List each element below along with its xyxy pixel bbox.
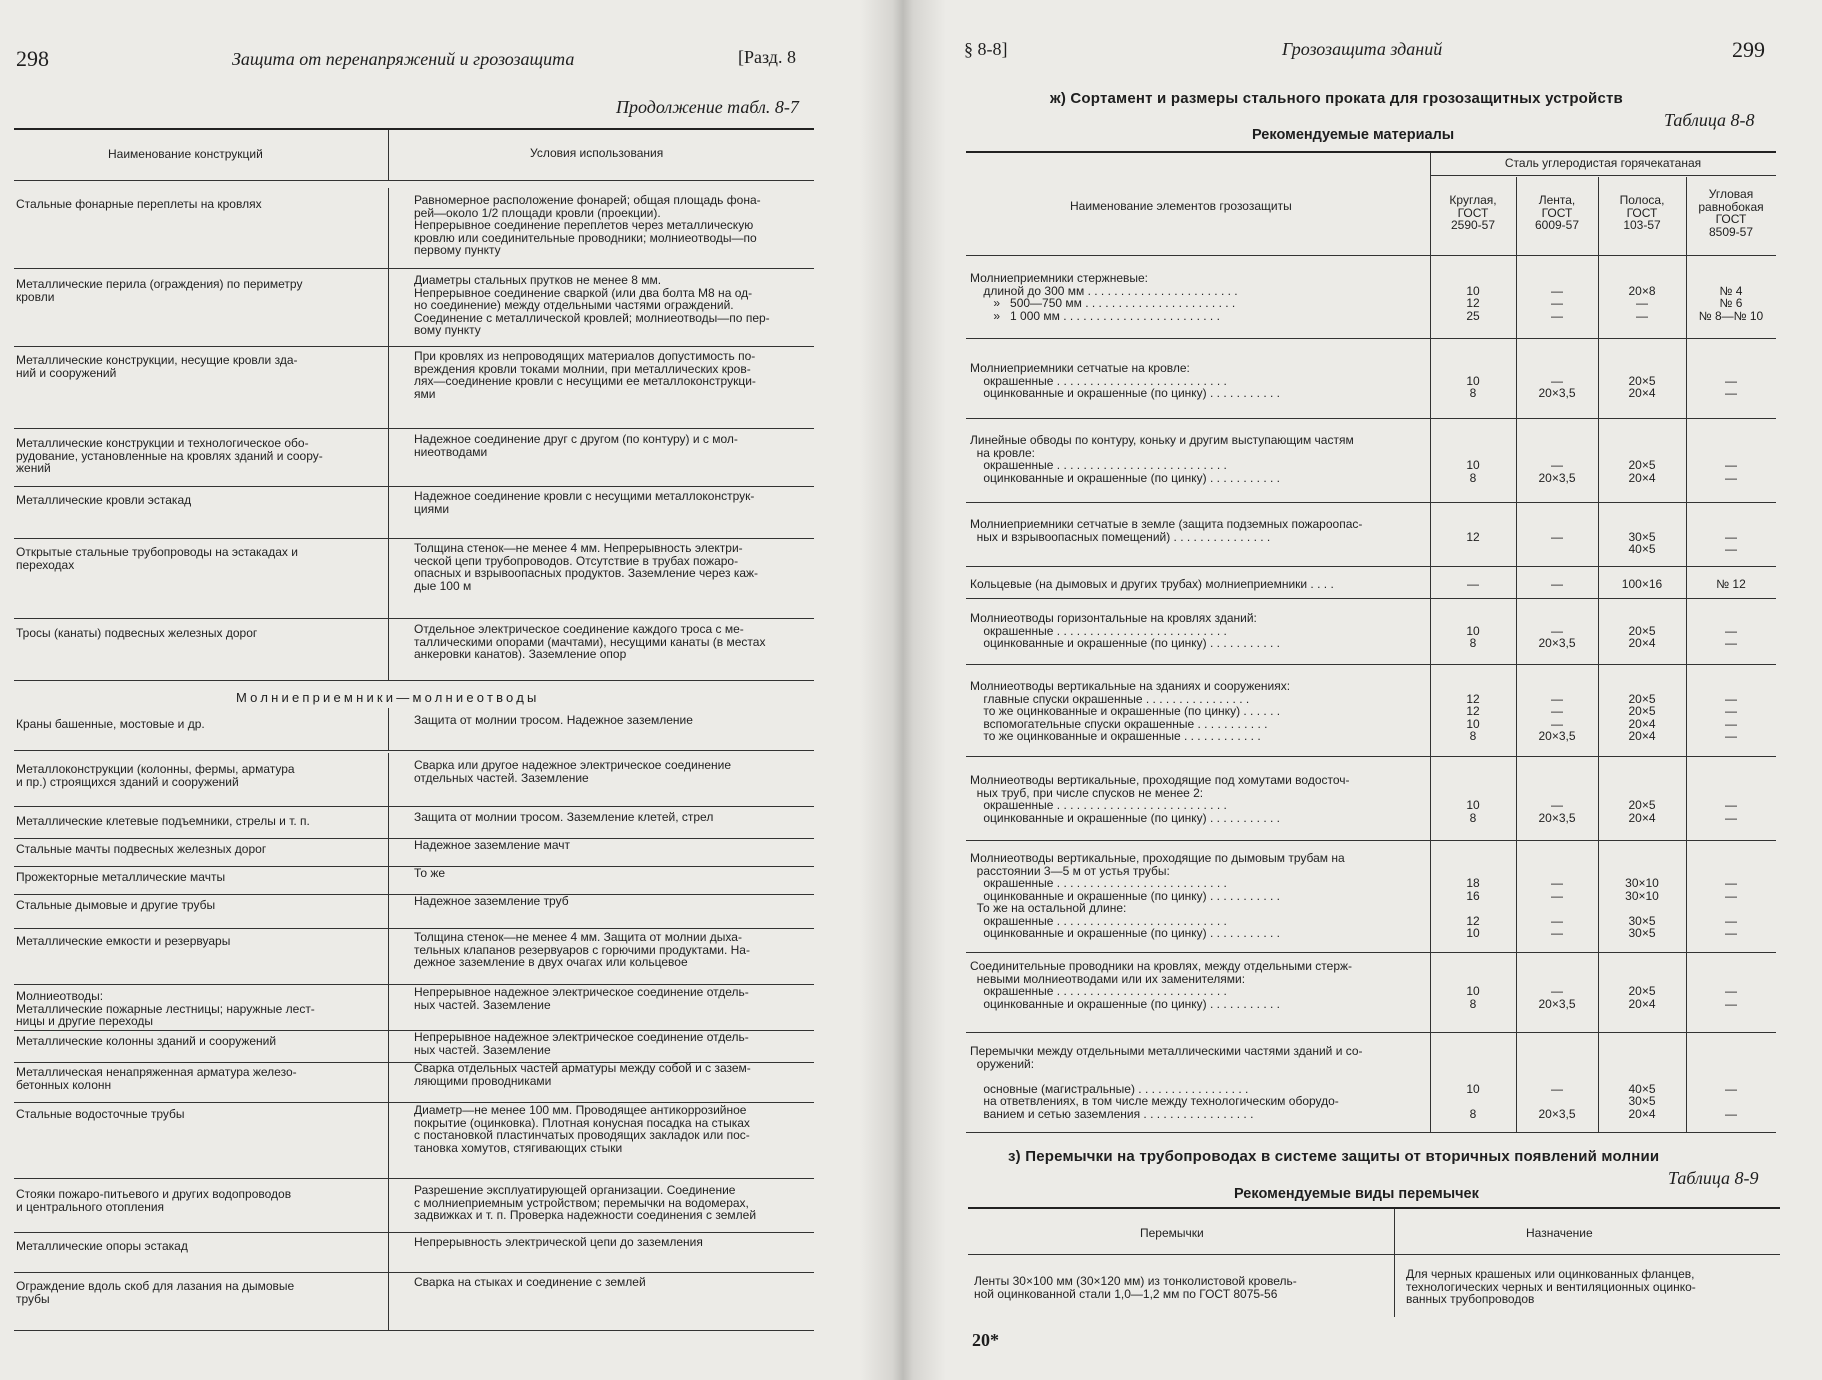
row-rule [14, 750, 814, 751]
row-element-name: Молниеотводы вертикальные на зданиях и сооружениях: главные спуски окрашенные . . . . . . . . . . . . . . . . то же оцинкованные и окрашенные (по цинку) . . . . . . вспомогательные спуски окрашенные . . . . . . . . . . . то же оцинкованные и окрашенные . . . . . . . . . . . . [970, 679, 1291, 743]
column-divider [388, 925, 389, 984]
column-divider [388, 1056, 389, 1102]
column-divider [388, 1098, 389, 1178]
row-element-name: Молниеотводы вертикальные, проходящие под хомутами водосточ- ных труб, при числе спусков не менее 2: окрашенные . . . . . . . . . . . . . . . . . . . . . . . . . . оцинкованные и окрашенные (по цинку) . . . . . . . . . . . [970, 773, 1350, 825]
row-rule [14, 1232, 814, 1233]
row-usage-conditions: Сварка отдельных частей арматуры между собой и с зазем- ляющими проводниками [414, 1061, 751, 1088]
table-number-8-8: Таблица 8-8 [1664, 110, 1755, 130]
row-rule [14, 268, 814, 269]
column-divider [388, 1230, 389, 1272]
column-header-round: Круглая, ГОСТ 2590-57 [1449, 193, 1497, 232]
round-value: 10 8 [1466, 798, 1480, 825]
row-element-name: Кольцевые (на дымовых и других трубах) молниеприемники . . . . [970, 577, 1334, 591]
strip-value: 20×5 20×4 [1628, 798, 1656, 825]
row-rule [14, 1178, 814, 1179]
row-rule [966, 756, 1776, 757]
row-rule [14, 928, 814, 929]
section-mark: [Разд. 8 [738, 47, 796, 67]
row-usage-conditions: Толщина стенок—не менее 4 мм. Непрерывность электри- ческой цепи трубопроводов. Отсутствие в трубах пожаро- опасных и взрывоопасных продуктов. Заземление через каж- дые 100 м [414, 541, 759, 593]
row-construction-name: Металлические емкости и резервуары [16, 934, 231, 948]
tape-value: — 20×3,5 [1538, 373, 1576, 400]
header-rule [966, 255, 1776, 256]
row-rule [14, 346, 814, 347]
row-construction-name: Металлические перила (ограждения) по периметру кровли [16, 277, 303, 304]
row-element-name: Перемычки между отдельными металлическими частями зданий и со- оружений: основные (магистральные) . . . . . . . . . . . . . . . . . на ответвлениях, в том числе между технологическим оборудо- ванием и сетью заземления . . . . . . . . . . . . . . . . . [970, 1044, 1363, 1121]
row-rule [966, 840, 1776, 841]
row-rule [14, 1272, 814, 1273]
tape-value: — 20×3,5 [1538, 1081, 1576, 1121]
strip-value: 100×16 [1621, 577, 1663, 591]
group-heading: Молниеприемники—молниеотводы [236, 690, 540, 705]
row-construction-name: Металлические колонны зданий и сооружений [16, 1034, 277, 1048]
row-rule [966, 338, 1776, 339]
round-value: 10 8 [1466, 623, 1480, 650]
row-usage-conditions: Надежное соединение кровли с несущими металлоконструк- циями [414, 489, 755, 516]
column-divider [1516, 177, 1517, 1132]
row-rule [966, 664, 1776, 665]
column-header-tape: Лента, ГОСТ 6009-57 [1534, 193, 1580, 232]
round-value: 10 8 [1466, 984, 1480, 1011]
row-construction-name: Тросы (канаты) подвесных железных дорог [16, 626, 258, 640]
angle-value: — — [1725, 798, 1737, 825]
row-usage-conditions: То же [414, 866, 446, 880]
row-construction-name: Стальные мачты подвесных железных дорог [16, 842, 267, 856]
round-value: 10 8 [1466, 373, 1480, 400]
column-header-purpose: Назначение [1526, 1226, 1593, 1240]
jumper-type: Ленты 30×100 мм (30×120 мм) из тонколистовой кровель- ной оцинкованной стали 1,0—1,2 мм по ГОСТ 8075-56 [974, 1274, 1297, 1301]
column-divider [388, 427, 389, 486]
tape-value: — 20×3,5 [1538, 458, 1576, 485]
table-top-rule [968, 1207, 1780, 1209]
angle-value: № 12 [1716, 577, 1746, 591]
row-usage-conditions: Толщина стенок—не менее 4 мм. Защита от молнии дыха- тельных клапанов резервуаров с горючими продуктами. На- дежное заземление в двух очагах или кольцевое [414, 930, 750, 969]
tape-value: — [1551, 577, 1563, 591]
row-usage-conditions: Непрерывное надежное электрическое соединение отдель- ных частей. Заземление [414, 985, 749, 1012]
row-usage-conditions: При кровлях из непроводящих материалов допустимость по- вреждения кровли токами молнии, при металлических кров- лях—соединение кровли с несущими ее металлоконструкци- ями [414, 349, 756, 401]
row-construction-name: Металлические кровли эстакад [16, 493, 192, 507]
angle-value: № 4 № 6 № 8—№ 10 [1698, 283, 1764, 323]
table-top-rule [966, 151, 1776, 153]
row-construction-name: Краны башенные, мостовые и др. [16, 717, 205, 731]
row-rule [14, 1330, 814, 1331]
column-divider [388, 1178, 389, 1232]
row-usage-conditions: Защита от молнии тросом. Надежное заземление [414, 713, 693, 727]
row-element-name: Линейные обводы по контуру, коньку и другим выступающим частям на кровле: окрашенные . . . . . . . . . . . . . . . . . . . . . . . . . . оцинкованные и окрашенные (по цинку) . . . . . . . . . . . [970, 433, 1354, 485]
row-rule [14, 428, 814, 429]
row-usage-conditions: Сварка или другое надежное электрическое соединение отдельных частей. Заземление [414, 758, 732, 785]
row-rule [14, 680, 814, 681]
angle-value: — — [1725, 529, 1737, 556]
tape-value: — 20×3,5 [1538, 984, 1576, 1011]
header-rule [14, 180, 814, 181]
row-usage-conditions: Диаметры стальных прутков не менее 8 мм. Непрерывное соединение сваркой (или два болта М8 на од- но соединение) между отдельными частями ограждений. Соединение с металлической кровлей; молниеотводы—по пер- вому пункту [414, 273, 770, 337]
row-rule [966, 598, 1776, 599]
column-divider [388, 617, 389, 680]
row-usage-conditions: Надежное заземление мачт [414, 838, 570, 852]
section-mark: § 8-8] [964, 39, 1008, 59]
column-divider [1430, 153, 1431, 1132]
page-number: 299 [1732, 37, 1765, 62]
row-element-name: Молниеприемники сетчатые в земле (защита подземных пожароопас- ных и взрывоопасных помещений) . . . . . . . . . . . . . . . [970, 517, 1363, 544]
tape-value: — 20×3,5 [1538, 798, 1576, 825]
tape-value: — [1551, 529, 1563, 544]
strip-value: 30×5 40×5 [1628, 529, 1656, 556]
angle-value: — — — — [1725, 876, 1737, 940]
row-construction-name: Стальные водосточные трубы [16, 1107, 185, 1121]
angle-value: — — — — [1725, 691, 1737, 743]
column-header-name: Наименование элементов грозозащиты [1070, 199, 1292, 213]
column-divider [1598, 177, 1599, 1132]
row-construction-name: Металлическая ненапряженная арматура железо- бетонных колонн [16, 1065, 297, 1092]
row-construction-name: Металлические опоры эстакад [16, 1239, 188, 1253]
row-usage-conditions: Непрерывность электрической цепи до заземления [414, 1235, 703, 1249]
round-value: 12 12 10 8 [1466, 691, 1480, 743]
column-divider [1394, 1209, 1395, 1317]
column-divider [388, 708, 389, 750]
table-subtitle-1: Рекомендуемые материалы [1252, 127, 1455, 143]
column-divider [388, 1270, 389, 1330]
row-element-name: Молниеотводы вертикальные, проходящие по дымовым трубам на расстоянии 3—5 м от устья трубы: окрашенные . . . . . . . . . . . . . . . . . . . . . . . . . . оцинкованные и окрашенные (по цинку) . . . . . . . . . . . То же на остальной длине: окрашенные . . . . . . . . . . . . . . . . . . . . . . . . . . оцинкованные и окрашенные (по цинку) . . . . . . . . . . . [970, 851, 1345, 940]
running-head: Грозозащита зданий [1282, 39, 1443, 59]
round-value: 12 [1466, 529, 1480, 544]
row-construction-name: Прожекторные металлические мачты [16, 870, 226, 884]
angle-value: — — [1725, 1081, 1737, 1121]
round-value: 10 8 [1466, 458, 1480, 485]
column-divider [388, 980, 389, 1030]
column-header-jumpers: Перемычки [1140, 1226, 1204, 1240]
tape-value: — 20×3,5 [1538, 623, 1576, 650]
tape-value: — — — [1551, 283, 1563, 323]
row-rule [966, 1132, 1776, 1133]
table-top-rule [14, 128, 814, 130]
strip-value: 20×5 20×4 [1628, 623, 1656, 650]
row-usage-conditions: Разрешение эксплуатирующей организации. Соединение с молниеприемным устройством; перемычки на водомерах, задвижках и т. п. Проверка надежности соединения с землей [414, 1183, 757, 1222]
row-element-name: Молниеприемники сетчатые на кровле: окрашенные . . . . . . . . . . . . . . . . . . . . . . . . . . оцинкованные и окрашенные (по цинку) . . . . . . . . . . . [970, 361, 1281, 400]
page-299 [946, 0, 1822, 1380]
row-construction-name: Стояки пожаро-питьевого и других водопроводов и центрального отопления [16, 1187, 292, 1214]
strip-value: 20×5 20×4 [1628, 984, 1656, 1011]
column-divider [388, 344, 389, 428]
row-rule [966, 566, 1776, 567]
row-rule [14, 806, 814, 807]
round-value: 18 16 12 10 [1466, 876, 1480, 940]
page-number: 298 [16, 46, 49, 71]
row-usage-conditions: Надежное соединение друг с другом (по контуру) и с мол- ниеотводами [414, 432, 738, 459]
round-value: 10 12 25 [1466, 283, 1480, 323]
tape-value: — — — — [1551, 876, 1563, 940]
header-rule [968, 1254, 1780, 1255]
row-rule [14, 486, 814, 487]
section-title-z: з) Перемычки на трубопроводах в системе защиты от вторичных появлений молнии [1008, 1148, 1660, 1165]
strip-value: 20×5 20×5 20×4 20×4 [1628, 691, 1656, 743]
round-value: — [1467, 577, 1479, 591]
book-gutter [860, 0, 946, 1380]
row-usage-conditions: Надежное заземление труб [414, 894, 569, 908]
column-divider [1686, 177, 1687, 1132]
angle-value: — — [1725, 623, 1737, 650]
row-element-name: Молниеприемники стержневые: длиной до 300 мм . . . . . . . . . . . . . . . . . . . . . . . » 500—750 мм . . . . . . . . . . . . . . . . . . . . . . . » 1 000 мм . . . . . . . . . . . . . . . . . . . . . . . . [970, 271, 1238, 323]
strip-value: 20×5 20×4 [1628, 458, 1656, 485]
strip-value: 30×10 30×10 30×5 30×5 [1625, 876, 1659, 940]
angle-value: — — [1725, 458, 1737, 485]
row-usage-conditions: Диаметр—не менее 100 мм. Проводящее антикоррозийное покрытие (оцинковка). Плотная конусная посадка на стыках с постановкой пластинчатых проводящих закладок или пос- тановка хомутов, стягивающих стыки [414, 1103, 750, 1155]
page-298 [0, 0, 860, 1380]
column-divider [388, 130, 389, 180]
row-construction-name: Металлические клетевые подъемники, стрелы и т. п. [16, 814, 310, 828]
tape-value: — — — 20×3,5 [1538, 691, 1576, 743]
row-usage-conditions: Равномерное расположение фонарей; общая площадь фона- рей—около 1/2 площади кровли (проекции). Непрерывное соединение переплетов через металлическую кровлю или соединительные проводники; молниеотводы—по первому пункту [414, 193, 761, 257]
column-header-name: Наименование конструкций [108, 147, 263, 161]
column-header-angle: Угловая равнобокая ГОСТ 8509-57 [1698, 187, 1764, 239]
row-rule [14, 538, 814, 539]
table-subtitle-2: Рекомендуемые виды перемычек [1234, 1186, 1479, 1202]
strip-value: 20×5 20×4 [1628, 373, 1656, 400]
row-rule [966, 418, 1776, 419]
running-head: Защита от перенапряжений и грозозащита [232, 49, 575, 69]
column-divider [388, 268, 389, 346]
row-rule [966, 952, 1776, 953]
row-construction-name: Молниеотводы: Металлические пожарные лестницы; наружные лест- ницы и другие переходы [16, 989, 315, 1028]
angle-value: — — [1725, 373, 1737, 400]
angle-value: — — [1725, 984, 1737, 1011]
column-header-strip: Полоса, ГОСТ 103-57 [1619, 193, 1665, 232]
column-divider [388, 188, 389, 268]
signature-mark: 20* [972, 1330, 999, 1350]
column-divider [388, 889, 389, 928]
table-continuation-caption: Продолжение табл. 8-7 [616, 97, 799, 117]
row-construction-name: Металлоконструкции (колонны, фермы, арматура и пр.) строящихся зданий и сооружений [16, 762, 295, 789]
row-usage-conditions: Отдельное электрическое соединение каждого троса с ме- таллическими опорами (мачтами), несущими канаты (в местах анкеровки канатов). Заземление опор [414, 622, 766, 661]
round-value: 10 8 [1466, 1081, 1480, 1121]
group-rule [1430, 175, 1776, 176]
section-title-g: ж) Сортамент и размеры стального проката для грозозащитных устройств [1050, 90, 1623, 107]
row-element-name: Молниеотводы горизонтальные на кровлях зданий: окрашенные . . . . . . . . . . . . . . . . . . . . . . . . . . оцинкованные и окрашенные (по цинку) . . . . . . . . . . . [970, 611, 1281, 650]
row-usage-conditions: Защита от молнии тросом. Заземление клетей, стрел [414, 810, 714, 824]
jumper-purpose: Для черных крашеных или оцинкованных фланцев, технологических черных и вентиляционных оцинко- ванных трубопроводов [1406, 1267, 1696, 1306]
row-construction-name: Стальные фонарные переплеты на кровлях [16, 197, 262, 211]
row-element-name: Соединительные проводники на кровлях, между отдельными стерж- невыми молниеотводами или их заменителями: окрашенные . . . . . . . . . . . . . . . . . . . . . . . . . . оцинкованные и окрашенные (по цинку) . . . . . . . . . . . [970, 959, 1353, 1011]
row-rule [966, 502, 1776, 503]
row-construction-name: Стальные дымовые и другие трубы [16, 898, 216, 912]
column-header-conditions: Условия использования [530, 146, 664, 160]
row-construction-name: Ограждение вдоль скоб для лазания на дымовые трубы [16, 1279, 295, 1306]
column-divider [388, 484, 389, 538]
row-construction-name: Металлические конструкции и технологическое обо- рудование, установленные на кровлях зданий и соору- жений [16, 436, 323, 475]
strip-value: 20×8 — — [1628, 283, 1656, 323]
column-group-header: Сталь углеродистая горячекатаная [1504, 156, 1702, 170]
column-divider [388, 536, 389, 618]
row-rule [14, 618, 814, 619]
row-usage-conditions: Непрерывное надежное электрическое соединение отдель- ных частей. Заземление [414, 1030, 749, 1057]
row-construction-name: Металлические конструкции, несущие кровли зда- ний и сооружений [16, 353, 298, 380]
table-number-8-9: Таблица 8-9 [1668, 1168, 1759, 1188]
row-rule [966, 1032, 1776, 1033]
strip-value: 40×5 30×5 20×4 [1628, 1081, 1656, 1121]
column-divider [388, 753, 389, 806]
row-usage-conditions: Сварка на стыках и соединение с землей [414, 1275, 646, 1289]
row-construction-name: Открытые стальные трубопроводы на эстакадах и переходах [16, 545, 298, 572]
